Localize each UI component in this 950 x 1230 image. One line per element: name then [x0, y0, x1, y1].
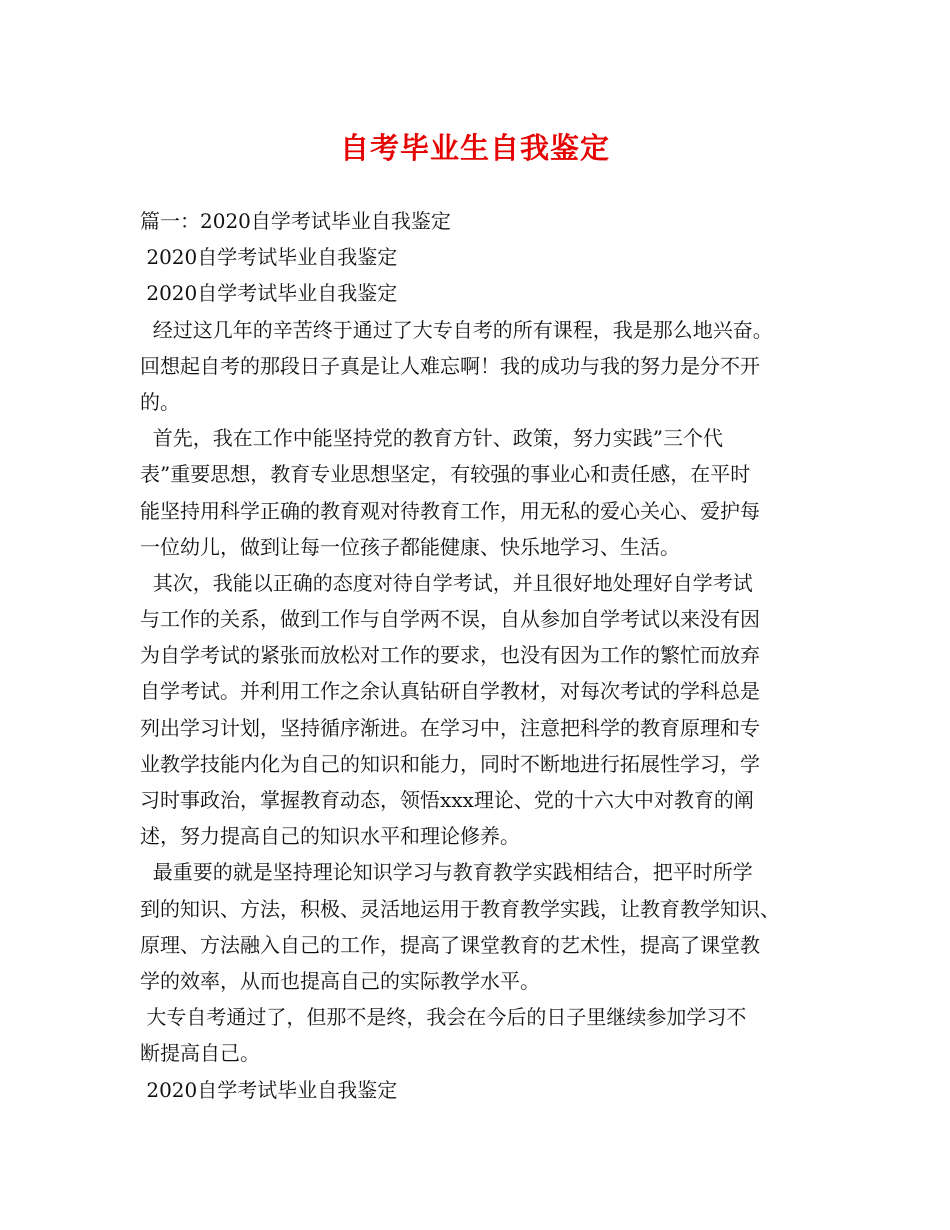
text-line: 首先，我在工作中能坚持党的教育方针、政策，努力实践”三个代: [140, 426, 723, 451]
text-line: 能坚持用科学正确的教育观对待教育工作，用无私的爱心关心、爱护每: [140, 498, 760, 523]
text-line: 与工作的关系，做到工作与自学两不误，自从参加自学考试以来没有因: [140, 607, 760, 632]
document-body: [140, 203, 830, 1108]
text-line: 经过这几年的辛苦终于通过了大专自考的所有课程，我是那么地兴奋。: [140, 317, 773, 342]
text-line: 表”重要思想，教育专业思想坚定，有较强的事业心和责任感，在平时: [140, 462, 751, 487]
text-line: 习时事政治，掌握教育动态，领悟xxx理论、党的十六大中对教育的阐: [140, 788, 754, 812]
text-line: 列出学习计划，坚持循序渐进。在学习中，注意把科学的教育原理和专: [140, 715, 760, 740]
text-line: 最重要的就是坚持理论知识学习与教育教学实践相结合，把平时所学: [140, 860, 753, 885]
text-line: 原理、方法融入自己的工作，提高了课堂教育的艺术性，提高了课堂教: [140, 932, 760, 957]
text-line: 大专自考通过了，但那不是终，我会在今后的日子里继续参加学习不: [140, 1005, 747, 1030]
text-line: 的。: [140, 389, 180, 414]
text-line: 述，努力提高自己的知识水平和理论修养。: [140, 824, 520, 849]
text-line: 回想起自考的那段日子真是让人难忘啊！我的成功与我的努力是分不开: [140, 353, 760, 378]
text-line: 2020自学考试毕业自我鉴定: [140, 1077, 398, 1102]
text-line: 2020自学考试毕业自我鉴定: [140, 281, 398, 306]
text-line: 2020自学考试毕业自我鉴定: [140, 245, 398, 270]
text-line: 自学考试。并利用工作之余认真钻研自学教材，对每次考试的学科总是: [140, 679, 760, 704]
text-line: 为自学考试的紧张而放松对工作的要求，也没有因为工作的繁忙而放弃: [140, 643, 760, 668]
text-line: 到的知识、方法，积极、灵活地运用于教育教学实践，让教育教学知识、: [140, 896, 780, 921]
text-line: 一位幼儿，做到让每一位孩子都能健康、快乐地学习、生活。: [140, 534, 680, 559]
text-line: 篇一：2020自学考试毕业自我鉴定: [140, 209, 451, 233]
text-line: 学的效率，从而也提高自己的实际教学水平。: [140, 968, 540, 993]
text-line: 业教学技能内化为自己的知识和能力，同时不断地进行拓展性学习，学: [140, 751, 760, 776]
text-line: 断提高自己。: [140, 1041, 260, 1066]
text-line: 其次，我能以正确的态度对待自学考试，并且很好地处理好自学考试: [140, 570, 753, 595]
document-title: 自考毕业生自我鉴定: [339, 131, 610, 165]
